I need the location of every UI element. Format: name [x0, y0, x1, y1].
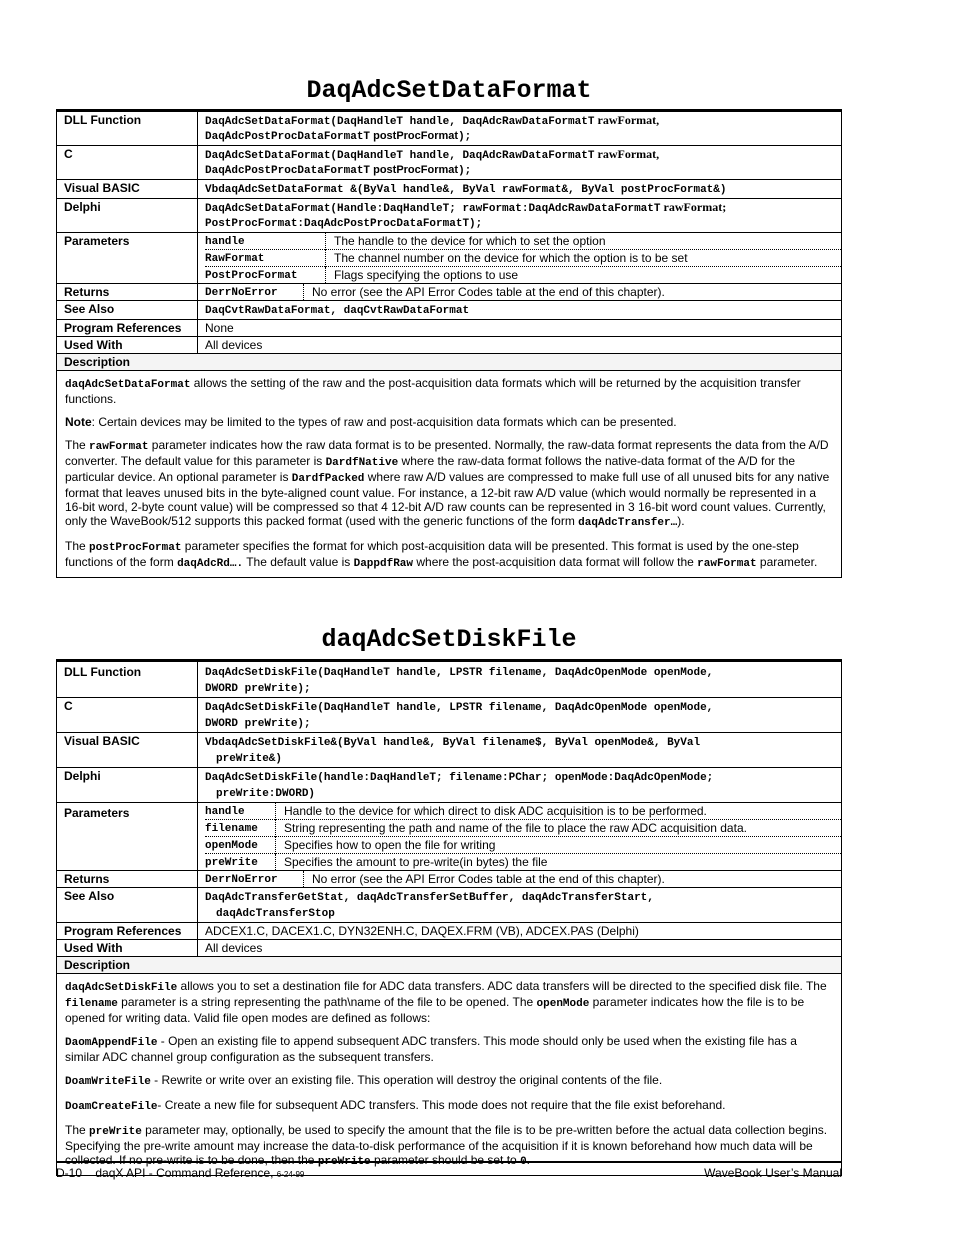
parameters-label: Parameters [57, 233, 198, 284]
used-with-label: Used With [57, 337, 198, 354]
parameter-row: openMode Specifies how to open the file for writing [205, 837, 841, 854]
chapter-title: daqX API - Command Reference, [95, 1166, 274, 1180]
used-with-label: Used With [57, 940, 198, 957]
see-also-label: See Also [57, 301, 198, 320]
description-paragraph: daqAdcSetDataFormat allows the setting of the raw and the post-acquisition data formats which will be returned by the acquisition transfer functions. [65, 376, 801, 406]
visual-basic-label: Visual BASIC [57, 180, 198, 199]
c-label: C [57, 698, 198, 733]
page-number: D-10 [56, 1166, 83, 1180]
description-body [57, 371, 842, 578]
returns-label: Returns [57, 871, 198, 888]
dll-function-signature: DaqAdcSetDataFormat(DaqHandleT handle, DaqAdcRawDataFormatT rawFormat, DaqAdcPostProcDataFormatT postProcFormat); [198, 111, 842, 146]
parameter-row: PostProcFormat Flags specifying the options to use [205, 267, 841, 284]
see-also-label: See Also [57, 888, 198, 923]
returns-label: Returns [57, 284, 198, 301]
description-paragraph: The postProcFormat parameter specifies the format for which post-acquisition data will be presented. This format is used by the one-step functions of the form daqAdcRd…. The default value is DappdfRaw where the post-acquisition data format will follow the rawFormat parameter. [65, 539, 818, 570]
dll-function-label: DLL Function [57, 661, 198, 698]
delphi-signature: DaqAdcSetDataFormat(Handle:DaqHandleT; rawFormat:DaqAdcRawDataFormatT rawFormat; PostProcFormat:DaqAdcPostProcDataFormatT); [198, 199, 842, 233]
dll-function-label: DLL Function [57, 111, 198, 146]
delphi-label: Delphi [57, 199, 198, 233]
returns-value: DerrNoError No error (see the API Error Codes table at the end of this chapter). [198, 871, 842, 888]
c-label: C [57, 146, 198, 180]
c-signature: DaqAdcSetDataFormat(DaqHandleT handle, DaqAdcRawDataFormatT rawFormat, DaqAdcPostProcDataFormatT postProcFormat); [198, 146, 842, 180]
used-with-value: All devices [198, 337, 842, 354]
visual-basic-signature: VbdaqAdcSetDataFormat &(ByVal handle&, ByVal rawFormat&, ByVal postProcFormat&) [198, 180, 842, 199]
description-paragraph: The rawFormat parameter indicates how the raw data format is to be presented. Normally, the raw-data format represents the data from the A/D converter. The default value for this parameter is DardfNative where the raw-data format follows the native-data format of the A/D for the particular device. An optional parameter is DardfPacked where raw A/D values are compressed to make full use of all unused bits for any native format that leaves unused bits in the byte-aligned count value. For instance, a 12-bit raw A/D value (which would normally be represented in a 16-bit word, 2-byte count value) will be compressed so that 4 12-bit A/D raw counts can be represented in 3 16-bit word count values. Currently, only the WaveBook/512 supports this packed format (used with the generic functions of the form daqAdcTransfer…). [65, 438, 830, 529]
parameter-row: RawFormat The channel number on the device for which the option is to be set [205, 250, 841, 267]
parameter-row: preWrite Specifies the amount to pre-write(in bytes) the file [205, 854, 841, 871]
parameters-list [198, 803, 842, 871]
description-paragraph: DaomAppendFile - Open an existing file to append subsequent ADC transfers. This mode should only be used when the existing file has a similar ADC channel group configuration as the subsequent transfers. [65, 1034, 797, 1064]
visual-basic-signature: VbdaqAdcSetDiskFile&(ByVal handle&, ByVal filename$, ByVal openMode&, ByVal preWrite&) [198, 733, 842, 768]
description-body [57, 974, 842, 1176]
c-signature: DaqAdcSetDiskFile(DaqHandleT handle, LPSTR filename, DaqAdcOpenMode openMode, DWORD preWrite); [198, 698, 842, 733]
see-also-value: DaqCvtRawDataFormat, daqCvtRawDataFormat [198, 301, 842, 320]
program-references-value: None [198, 320, 842, 337]
set-disk-file-table [56, 659, 842, 1176]
parameter-row: handle The handle to the device for which to set the option [205, 234, 606, 248]
description-paragraph: DoamCreateFile- Create a new file for subsequent ADC transfers. This mode does not require that the file exist beforehand. [65, 1098, 726, 1113]
delphi-signature: DaqAdcSetDiskFile(handle:DaqHandleT; filename:PChar; openMode:DaqAdcOpenMode; preWrite:DWORD) [198, 768, 842, 803]
page-footer [56, 1161, 842, 1180]
section-title-set-data-format: DaqAdcSetDataFormat [306, 76, 592, 105]
used-with-value: All devices [198, 940, 842, 957]
section-title-set-disk-file: daqAdcSetDiskFile [321, 625, 577, 654]
program-references-value: ADCEX1.C, DACEX1.C, DYN32ENH.C, DAQEX.FRM (VB), ADCEX.PAS (Delphi) [198, 923, 842, 940]
description-paragraph: DoamWriteFile - Rewrite or write over an existing file. This operation will destroy the original contents of the file. [65, 1073, 663, 1088]
revision-date: 6-24-99 [276, 1170, 305, 1179]
footer-left [56, 1166, 304, 1180]
visual-basic-label: Visual BASIC [57, 733, 198, 768]
parameter-row: filename String representing the path and name of the file to place the raw ADC acquisition data. [205, 820, 841, 837]
description-paragraph: The preWrite parameter may, optionally, be used to specify the amount that the file is to be pre-written before the actual data collection begins. Specifying the pre-write amount may increase the data-to-disk performance of the acquisition if it is known beforehand how much data will be collected. If no pre-write is to be done, then the preWrite parameter should be set to 0. [65, 1123, 828, 1168]
description-heading: Description [57, 957, 842, 974]
manual-title: WaveBook User’s Manual [704, 1166, 842, 1180]
set-data-format-table [56, 109, 842, 578]
parameters-label: Parameters [57, 803, 198, 871]
program-references-label: Program References [57, 320, 198, 337]
parameter-row: handle Handle to the device for which direct to disk ADC acquisition is to be performed. [205, 804, 707, 818]
dll-function-signature: DaqAdcSetDiskFile(DaqHandleT handle, LPSTR filename, DaqAdcOpenMode openMode, DWORD preWrite); [198, 661, 842, 698]
description-paragraph: daqAdcSetDiskFile allows you to set a destination file for ADC data transfers. ADC data transfers will be directed to the specified disk file. The filename parameter is a string representing the path\name of the file to be opened. The openMode parameter indicates how the file is to be opened for writing data. Valid file open modes are defined as follows: [65, 979, 827, 1025]
description-paragraph: Note: Certain devices may be limited to the types of raw and post-acquisition data formats which can be presented. [65, 415, 677, 429]
description-heading: Description [57, 354, 842, 371]
program-references-label: Program References [57, 923, 198, 940]
returns-value: DerrNoError No error (see the API Error Codes table at the end of this chapter). [198, 284, 842, 301]
parameters-list [198, 233, 842, 284]
see-also-value: DaqAdcTransferGetStat, daqAdcTransferSetBuffer, daqAdcTransferStart, daqAdcTransferStop [198, 888, 842, 923]
delphi-label: Delphi [57, 768, 198, 803]
